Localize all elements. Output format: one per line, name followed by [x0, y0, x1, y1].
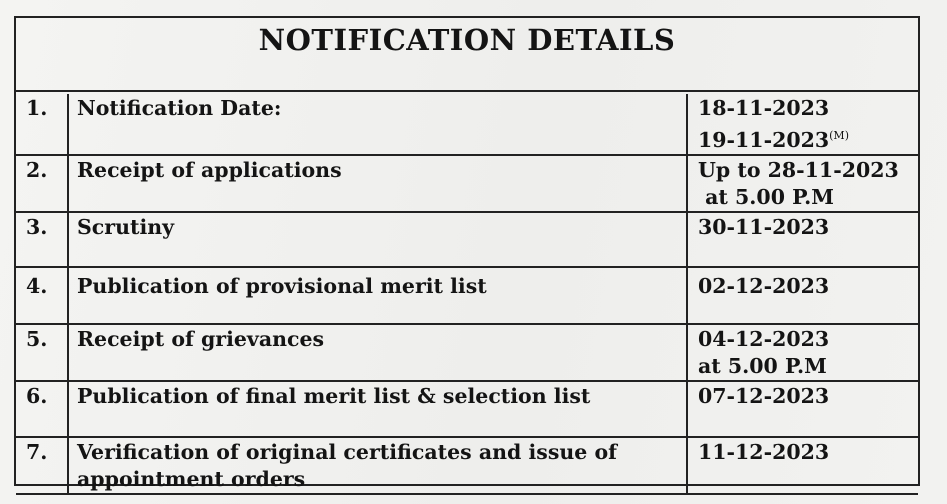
row-event: Publication of provisional merit list [68, 267, 687, 324]
table-row [16, 155, 918, 212]
date-line-1: 30-11-2023 [698, 214, 830, 239]
row-date [687, 437, 918, 494]
table-row [16, 324, 918, 381]
row-date [687, 267, 918, 324]
table-row [16, 267, 918, 324]
table-row [16, 437, 918, 494]
row-event: Receipt of applications [68, 155, 687, 212]
row-date [687, 324, 918, 381]
row-event: Notification Date: [68, 94, 687, 155]
row-event: Publication of final merit list & selection list [68, 381, 687, 437]
handwritten-mark: (M) [829, 129, 849, 142]
table-title: NOTIFICATION DETAILS [16, 18, 918, 92]
date-line-1: 07-12-2023 [698, 383, 830, 408]
row-number: 1. [16, 94, 68, 155]
date-line-1: 18-11-2023 [698, 96, 830, 120]
notification-table-frame [14, 16, 920, 491]
row-number: 6. [16, 381, 68, 437]
date-line-1: 04-12-2023 [698, 326, 830, 351]
date-line-1: 11-12-2023 [698, 439, 830, 464]
date-line-2: at 5.00 P.M [698, 353, 827, 378]
row-event: Receipt of grievances [68, 324, 687, 381]
date-line-1: Up to 28-11-2023 [698, 157, 899, 182]
row-date [687, 212, 918, 267]
row-number: 4. [16, 267, 68, 324]
table-row [16, 212, 918, 267]
row-number: 7. [16, 437, 68, 494]
row-event: Verification of original certificates and issue of appointment orders [68, 437, 687, 494]
row-number: 3. [16, 212, 68, 267]
row-date [687, 94, 918, 155]
date-line-2: at 5.00 P.M [705, 184, 834, 209]
date-line-1: 02-12-2023 [698, 273, 830, 298]
table-row [16, 381, 918, 437]
row-date [687, 381, 918, 437]
row-number: 2. [16, 155, 68, 212]
date-line-2: 19-11-2023 [698, 127, 830, 152]
row-event: Scrutiny [68, 212, 687, 267]
notification-table [16, 94, 918, 495]
table-row [16, 94, 918, 155]
row-date [687, 155, 918, 212]
row-number: 5. [16, 324, 68, 381]
